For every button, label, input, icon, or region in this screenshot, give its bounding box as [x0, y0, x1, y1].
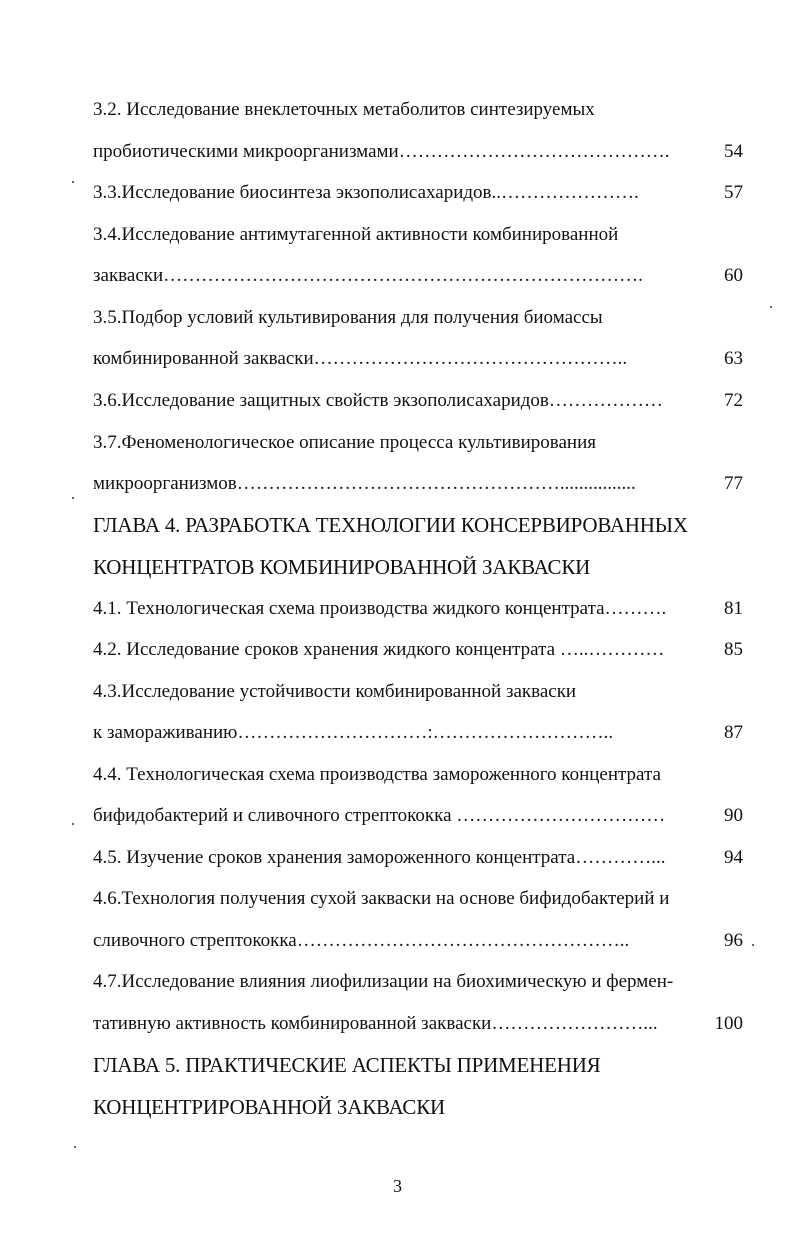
chapter-5-heading-line1: ГЛАВА 5. ПРАКТИЧЕСКИЕ АСПЕКТЫ ПРИМЕНЕНИЯ — [93, 1053, 601, 1077]
toc-entry-3-4-line2: закваски…………………………………………………………………. — [93, 265, 643, 286]
toc-page-4-5: 94 — [724, 847, 743, 868]
scan-speck — [770, 306, 772, 308]
toc-entry-3-4-line1: 3.4.Исследование антимутагенной активности комбинированной — [93, 224, 619, 245]
toc-entry-4-7-line2: тативную активность комбинированной закваски……………………... — [93, 1013, 658, 1034]
toc-entry-4-7-line1: 4.7.Исследование влияния лиофилизации на биохимическую и фермен- — [93, 971, 674, 992]
scan-speck — [72, 497, 74, 499]
scan-speck — [72, 823, 74, 825]
toc-page-4-4: 90 — [724, 805, 743, 826]
toc-entry-4-4-line2: бифидобактерий и сливочного стрептококка …………………………… — [93, 805, 666, 826]
toc-entry-3-5-line1: 3.5.Подбор условий культивирования для получения биомассы — [93, 307, 603, 328]
toc-entry-4-2: 4.2. Исследование сроков хранения жидкого концентрата …..………… — [93, 639, 665, 660]
toc-entry-4-1: 4.1. Технологическая схема производства жидкого концентрата………. — [93, 598, 667, 619]
toc-page-3-7: 77 — [724, 473, 743, 494]
toc-entry-3-2-line2: пробиотическими микроорганизмами……………………………………. — [93, 141, 670, 162]
scan-speck — [74, 1146, 76, 1148]
toc-entry-4-4-line1: 4.4. Технологическая схема производства замороженного концентрата — [93, 764, 661, 785]
chapter-4-heading-line2: КОНЦЕНТРАТОВ КОМБИНИРОВАННОЙ ЗАКВАСКИ — [93, 555, 591, 579]
scan-speck — [752, 944, 754, 946]
toc-entry-4-6-line1: 4.6.Технология получения сухой закваски на основе бифидобактерий и — [93, 888, 670, 909]
scan-speck — [72, 181, 74, 183]
toc-page-3-3: 57 — [724, 182, 743, 203]
toc-page-4-7: 100 — [714, 1013, 743, 1034]
toc-entry-3-5-line2: комбинированной закваски………………………………………….. — [93, 348, 628, 369]
toc-entry-3-7-line1: 3.7.Феноменологическое описание процесса культивирования — [93, 432, 597, 453]
toc-page-4-6: 96 — [724, 930, 743, 951]
toc-entry-4-5: 4.5. Изучение сроков хранения замороженного концентрата…………... — [93, 847, 666, 868]
toc-entry-4-6-line2: сливочного стрептококка…………………………………………….. — [93, 930, 630, 951]
toc-entry-3-3: 3.3.Исследование биосинтеза экзополисахаридов..…………………. — [93, 182, 639, 203]
toc-entry-3-7-line2: микроорганизмов……………………………………………................ — [93, 473, 636, 494]
toc-page-3-6: 72 — [724, 390, 743, 411]
toc-page-3-4: 60 — [724, 265, 743, 286]
toc-entry-4-3-line2: к замораживанию…………………………:……………………….. — [93, 722, 614, 743]
toc-entry-4-3-line1: 4.3.Исследование устойчивости комбинированной закваски — [93, 681, 577, 702]
toc-page-4-2: 85 — [724, 639, 743, 660]
toc-page-3-2: 54 — [724, 141, 743, 162]
toc-page-4-1: 81 — [724, 598, 743, 619]
toc-page-4-3: 87 — [724, 722, 743, 743]
page-number: 3 — [393, 1176, 402, 1196]
chapter-4-heading-line1: ГЛАВА 4. РАЗРАБОТКА ТЕХНОЛОГИИ КОНСЕРВИРОВАННЫХ — [93, 513, 688, 537]
toc-entry-3-6: 3.6.Исследование защитных свойств экзополисахаридов……………… — [93, 390, 663, 411]
chapter-5-heading-line2: КОНЦЕНТРИРОВАННОЙ ЗАКВАСКИ — [93, 1095, 445, 1119]
toc-page-3-5: 63 — [724, 348, 743, 369]
toc-entry-3-2-line1: 3.2. Исследование внеклеточных метаболитов синтезируемых — [93, 99, 595, 120]
